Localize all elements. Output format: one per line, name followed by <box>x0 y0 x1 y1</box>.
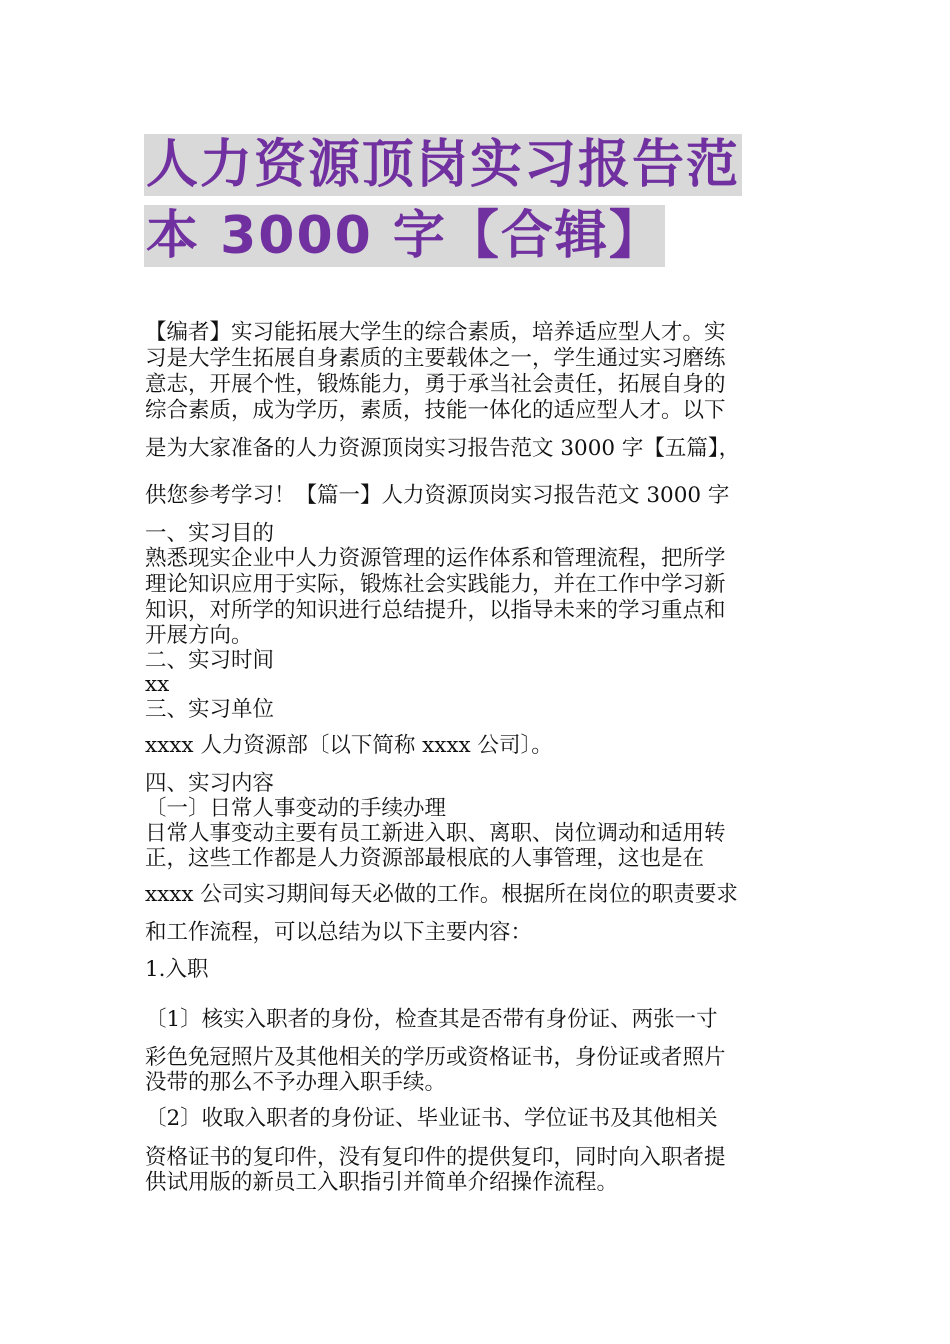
body-line: xx <box>145 672 170 697</box>
list-item-heading: 1.入职 <box>145 957 209 982</box>
body-line: 日常人事变动主要有员工新进入职、离职、岗位调动和适用转 <box>145 821 726 846</box>
body-line: 正，这些工作都是人力资源部最根底的人事管理，这也是在 <box>145 846 705 871</box>
body-line: xxxx 公司实习期间每天必做的工作。根据所在岗位的职责要求 <box>145 882 738 907</box>
section-heading: 一、实习目的 <box>145 521 275 546</box>
body-line: 供试用版的新员工入职指引并简单介绍操作流程。 <box>145 1170 619 1195</box>
body-line: 熟悉现实企业中人力资源管理的运作体系和管理流程，把所学 <box>145 546 726 571</box>
body-line: 彩色免冠照片及其他相关的学历或资格证书，身份证或者照片 <box>145 1045 726 1070</box>
body-line: xxxx 人力资源部〔以下简称 xxxx 公司〕。 <box>145 733 553 758</box>
body-line: 意志，开展个性，锻炼能力，勇于承当社会责任，拓展自身的 <box>145 372 726 397</box>
body-line: 资格证书的复印件，没有复印件的提供复印，同时向入职者提 <box>145 1145 726 1170</box>
body-line: 综合素质，成为学历，素质，技能一体化的适应型人才。以下 <box>145 398 726 423</box>
body-line: 供您参考学习！【篇一】人力资源顶岗实习报告范文 3000 字 <box>145 483 730 508</box>
body-line: 理论知识应用于实际，锻炼社会实践能力，并在工作中学习新 <box>145 572 726 597</box>
body-line: 习是大学生拓展自身素质的主要载体之一，学生通过实习磨练 <box>145 346 726 371</box>
document-title-line-2: 本 3000 字【合辑】 <box>146 206 663 266</box>
body-line: 是为大家准备的人力资源顶岗实习报告范文 3000 字【五篇】， <box>145 436 741 461</box>
subsection-heading: 〔一〕日常人事变动的手续办理 <box>145 796 447 821</box>
body-line: 开展方向。 <box>145 623 253 648</box>
body-line: 知识，对所学的知识进行总结提升，以指导未来的学习重点和 <box>145 598 726 623</box>
body-line: 〔2〕收取入职者的身份证、毕业证书、学位证书及其他相关 <box>145 1106 718 1131</box>
body-line: 和工作流程，可以总结为以下主要内容： <box>145 920 533 945</box>
body-line: 〔1〕核实入职者的身份，检查其是否带有身份证、两张一寸 <box>145 1007 718 1032</box>
body-line: 没带的那么不予办理入职手续。 <box>145 1070 447 1095</box>
body-line: 【编者】实习能拓展大学生的综合素质，培养适应型人才。实 <box>145 320 726 345</box>
document-title-line-1: 人力资源顶岗实习报告范 <box>146 135 741 195</box>
section-heading: 三、实习单位 <box>145 697 275 722</box>
section-heading: 二、实习时间 <box>145 648 275 673</box>
section-heading: 四、实习内容 <box>145 771 275 796</box>
